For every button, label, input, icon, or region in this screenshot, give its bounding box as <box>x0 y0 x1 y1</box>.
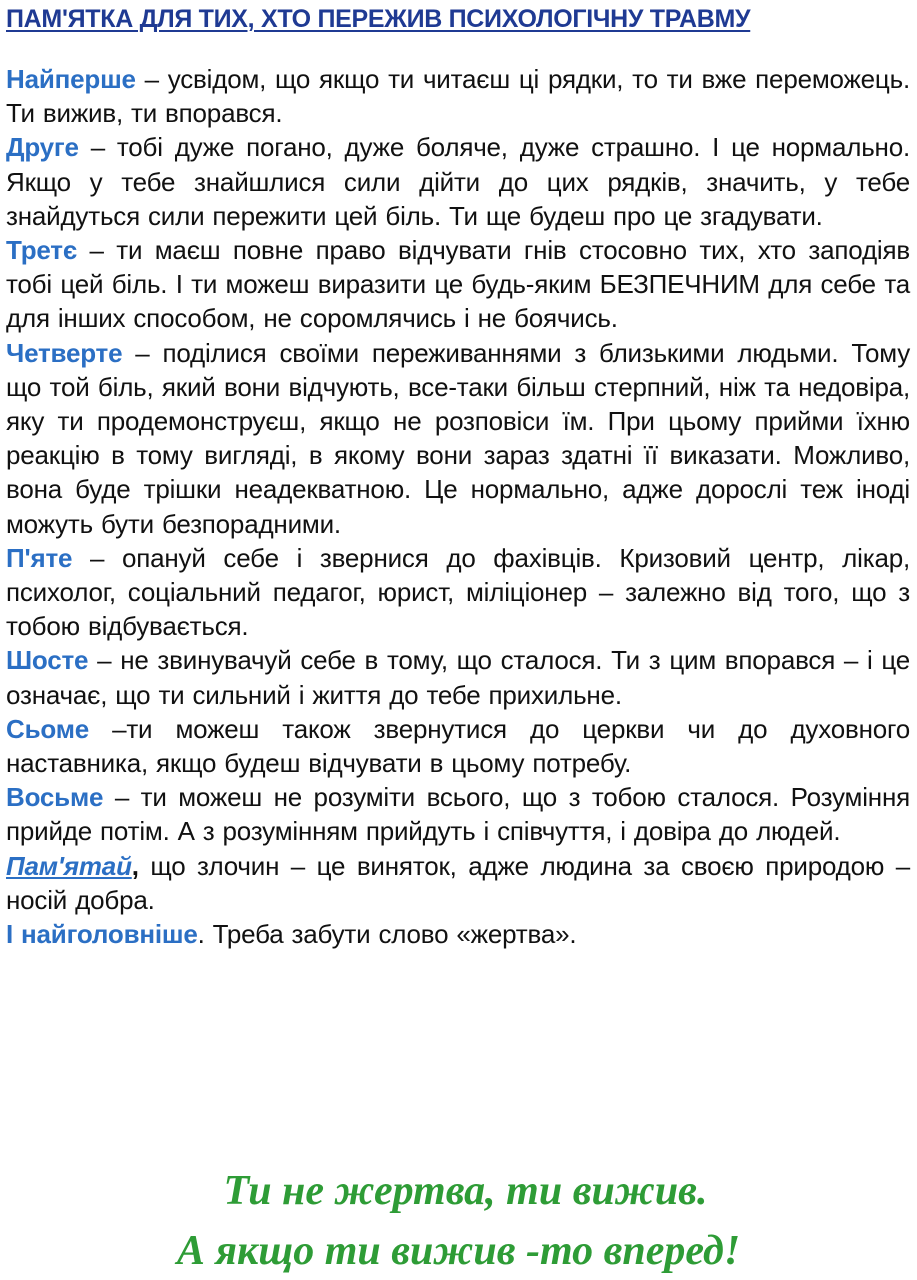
paragraph-remember <box>6 849 910 917</box>
paragraph-text: – тобі дуже погано, дуже боляче, дуже страшно. І це нормально. Якщо у тебе знайшлися сили дійти до цих рядків, значить, у тебе знайдуться сили пережити цей біль. Ти ще будеш про це згадувати. <box>6 132 910 231</box>
paragraph-text: – поділися своїми переживаннями з близькими людьми. Тому що той біль, який вони відчують, все-таки більш стерпний, ніж та недовіра, яку ти продемонструєш, якщо не розповіси їм. При цьому прийми їхню реакцію в тому вигляді, в якому вони зараз здатні її виказати. Можливо, вона буде трішки неадекватною. Це нормально, адже дорослі теж іноді можуть бути безпорадними. <box>6 337 910 539</box>
paragraph-text: – ти маєш повне право відчувати гнів стосовно тих, хто заподіяв тобі цей біль. І ти можеш виразити це будь-яким БЕЗПЕЧНИМ для себе та для інших способом, не соромлячись і не боячись. <box>6 235 910 334</box>
paragraph-lead: Друге <box>6 132 79 163</box>
paragraph-fourth <box>6 336 910 541</box>
paragraph-text: що злочин – це виняток, адже людина за своєю природою – носій добра. <box>6 850 910 915</box>
paragraph-eighth <box>6 780 910 848</box>
paragraph-text: – ти можеш не розуміти всього, що з тобою сталося. Розуміння прийде потім. А з розумінням прийдуть і співчуття, і довіра до людей. <box>6 782 910 847</box>
slogan-line-2: А якщо ти вижив -то вперед! <box>176 1228 741 1274</box>
paragraph-lead: Четверте <box>6 337 123 368</box>
paragraph-lead: І найголовніше <box>6 919 198 950</box>
slogan-line-1: Ти не жертва, ти вижив. <box>223 1168 708 1214</box>
paragraph-lead: Восьме <box>6 782 104 813</box>
paragraph-text: – опануй себе і звернися до фахівців. Кризовий центр, лікар, психолог, соціальний педагог, юрист, міліціонер – залежно від того, що з тобою відбувається. <box>6 542 910 642</box>
paragraph-text: – усвідом, що якщо ти читаєш ці рядки, то ти вже переможець. Ти вижив, ти впорався. <box>6 64 910 129</box>
paragraph-second <box>6 130 910 233</box>
paragraph-text: –ти можеш також звернутися до церкви чи до духовного наставника, якщо будеш відчувати в цьому потребу. <box>6 713 910 779</box>
paragraph-lead: Найперше <box>6 64 136 94</box>
paragraph-text: . Треба забути слово «жертва». <box>197 919 577 950</box>
paragraph-lead: Шосте <box>6 645 89 676</box>
paragraph-text: – не звинувачуй себе в тому, що сталося. Ти з цим впорався – і це означає, що ти сильний і життя до тебе прихильне. <box>6 645 910 710</box>
paragraph-lead: Сьоме <box>6 713 89 744</box>
paragraph-fifth <box>6 541 910 644</box>
paragraph-lead: Третє <box>6 235 77 266</box>
paragraph-first <box>6 62 910 130</box>
paragraph-most-important <box>6 917 910 951</box>
paragraph-seventh <box>6 712 910 780</box>
paragraph-comma: , <box>131 850 139 881</box>
paragraph-third <box>6 233 910 336</box>
paragraph-lead: Пам'ятай <box>6 850 132 881</box>
memo-body <box>6 62 910 951</box>
paragraph-lead: П'яте <box>6 542 73 573</box>
paragraph-sixth <box>6 643 910 711</box>
page-title: ПАМ'ЯТКА ДЛЯ ТИХ, ХТО ПЕРЕЖИВ ПСИХОЛОГІЧНУ ТРАВМУ <box>6 5 751 33</box>
